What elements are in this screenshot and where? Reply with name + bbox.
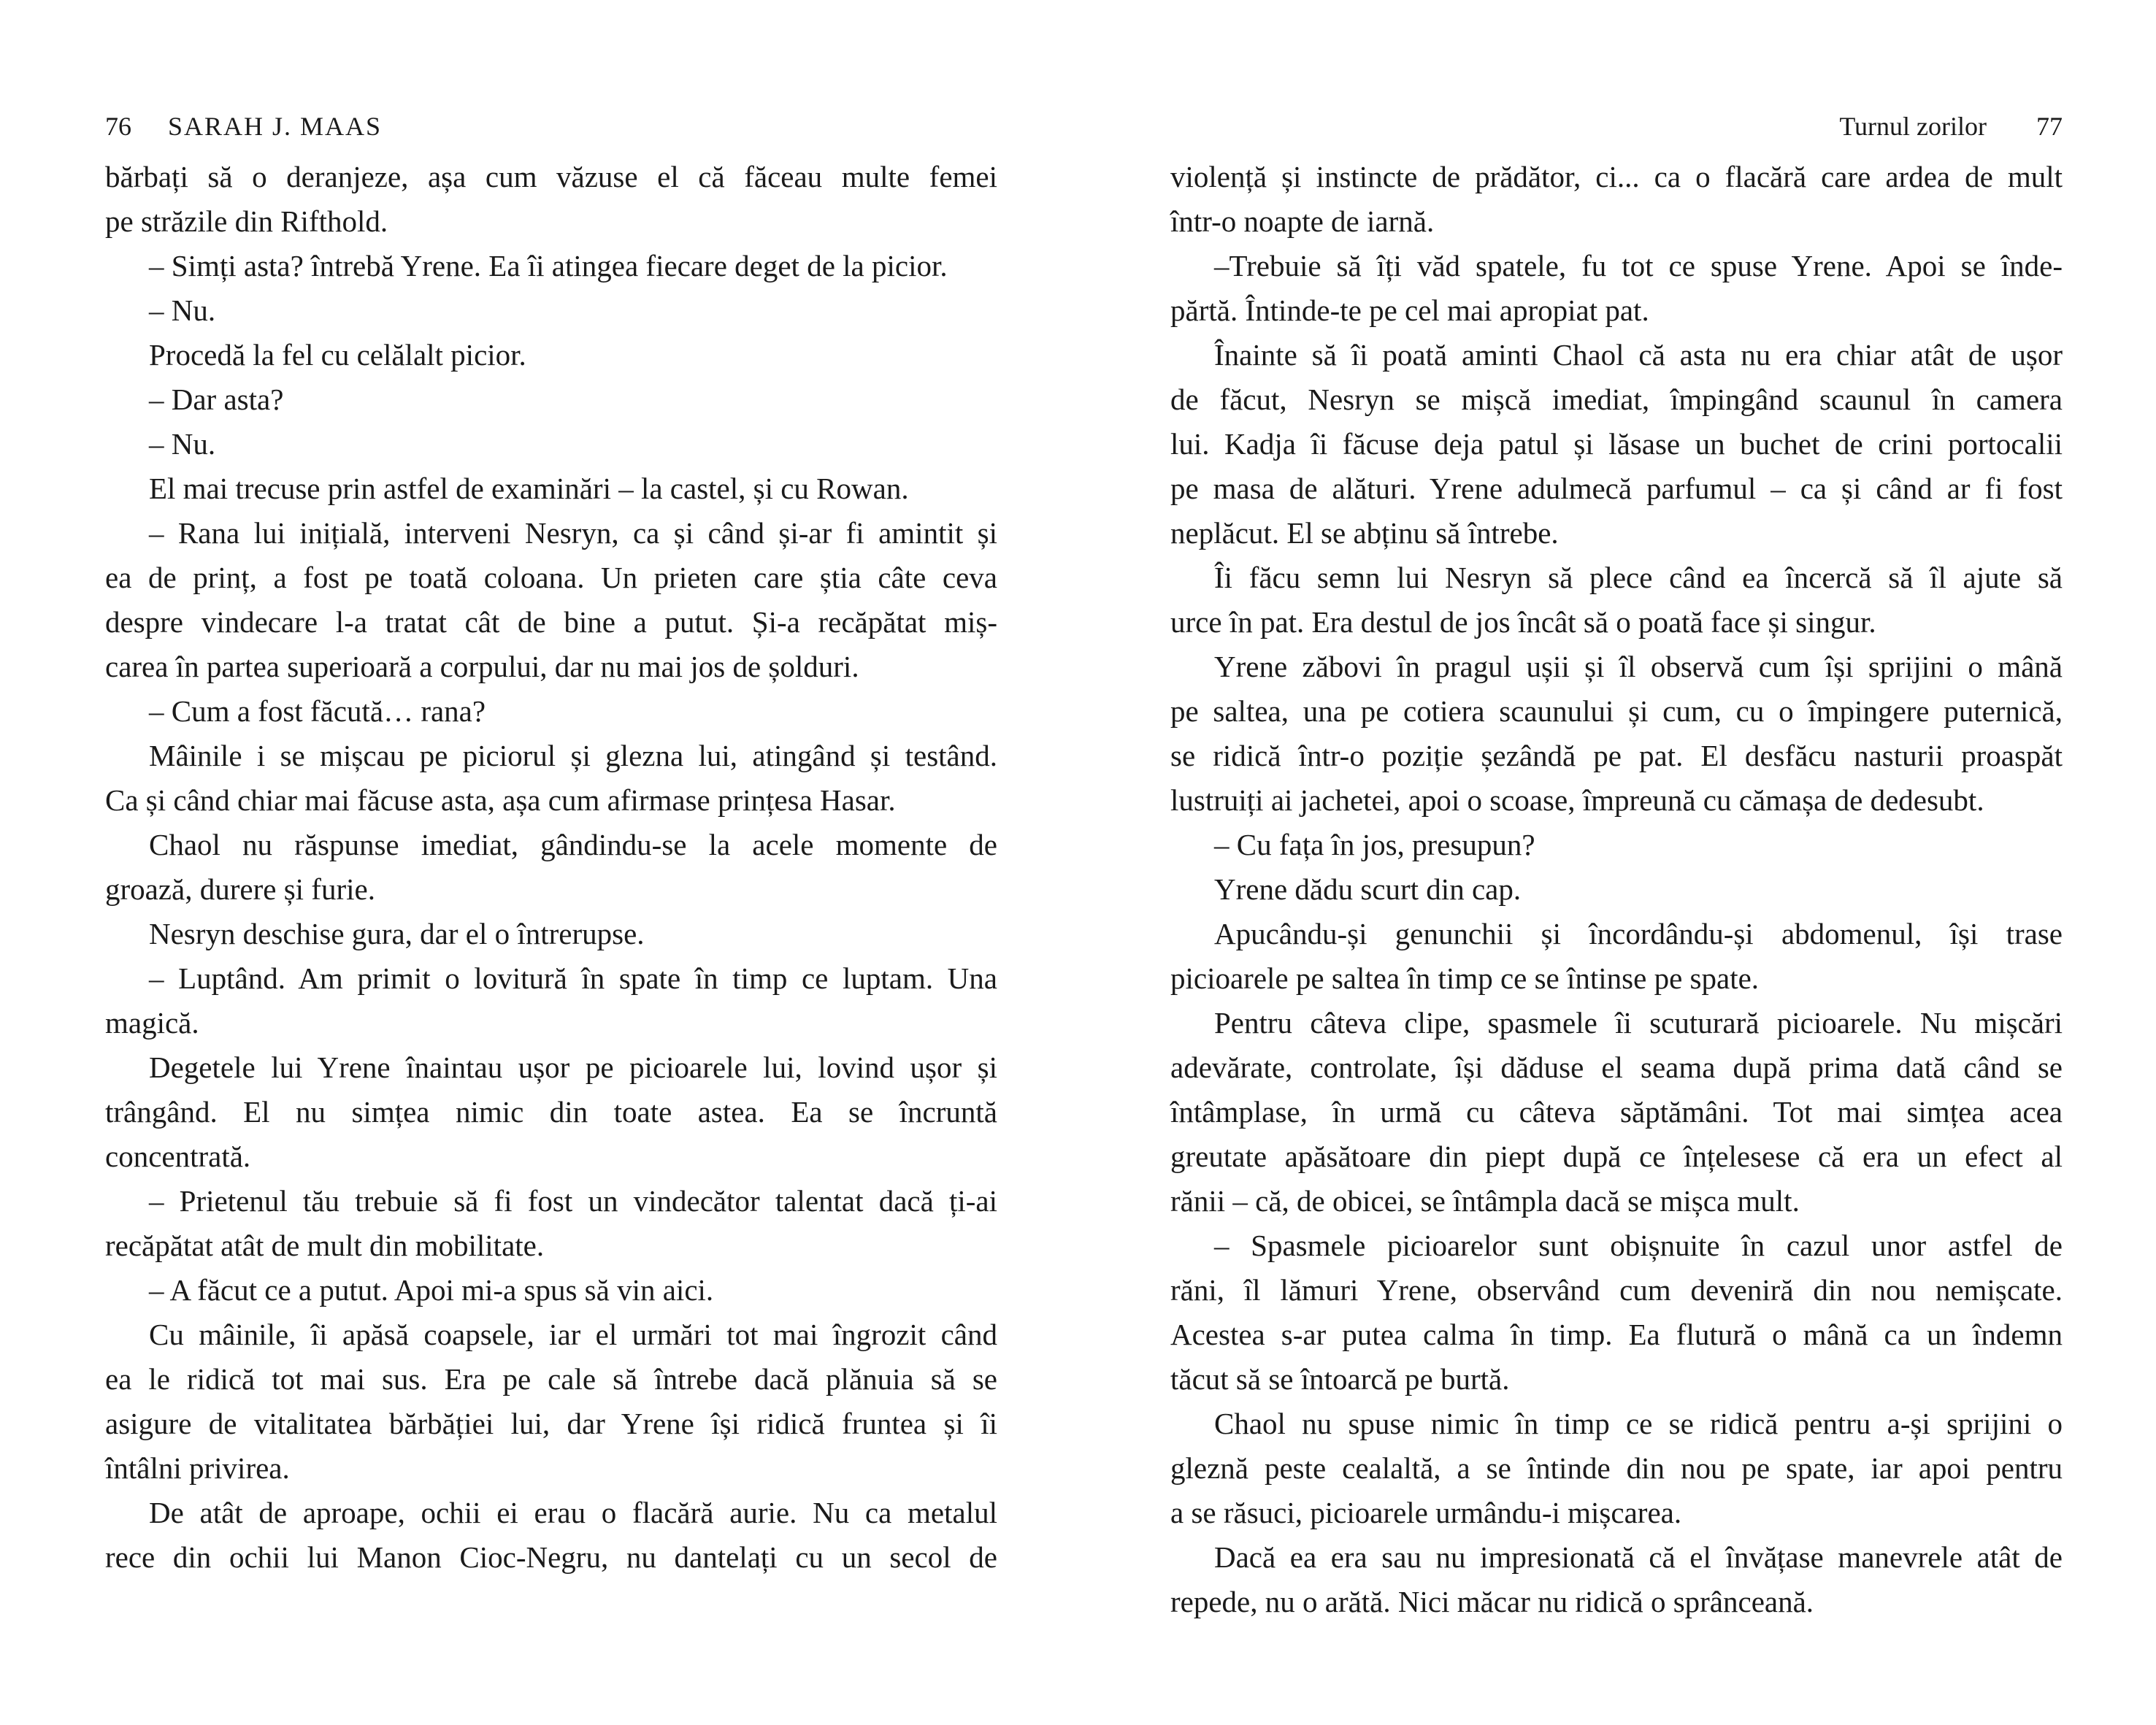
text-line: ea le ridică tot mai sus. Era pe cale să întrebe dacă plănuia să se — [105, 1362, 997, 1396]
running-head-title: Turnul zorilor — [1839, 112, 1987, 141]
text-line: gleznă peste cealaltă, a se întinde din nou pe spate, iar apoi pentru — [1170, 1451, 2063, 1485]
text-line: Apucându-și genunchii și încordându-și abdomenul, își trase — [1214, 917, 2063, 950]
text-line: trângând. El nu simțea nimic din toate astea. Ea se încruntă — [105, 1095, 997, 1129]
text-line: pe saltea, una pe cotiera scaunului și cum, cu o împingere puternică, — [1170, 694, 2063, 728]
text-line: Îi făcu semn lui Nesryn să plece când ea încercă să îl ajute să — [1214, 561, 2063, 594]
text-line: Dacă ea era sau nu impresionată că el învățase manevrele atât de — [1214, 1540, 2063, 1574]
text-line: asigure de vitalitatea bărbăției lui, dar Yrene își ridică fruntea și îi — [105, 1407, 997, 1440]
text-line: a se răsuci, picioarele urmându-i mișcarea. — [1170, 1496, 1682, 1529]
text-line: Pentru câteva clipe, spasmele îi scuturară picioarele. Nu mișcări — [1214, 1006, 2063, 1040]
text-line: rănii – că, de obicei, se întâmpla dacă se mișca mult. — [1170, 1184, 1800, 1218]
page-number: 77 — [2036, 112, 2063, 141]
text-line: carea în partea superioară a corpului, dar nu mai jos de șolduri. — [105, 650, 859, 683]
text-line: se ridică într-o poziție șezândă pe pat. El desfăcu nasturii proaspăt — [1170, 739, 2063, 772]
text-line: de făcut, Nesryn se mișcă imediat, împingând scaunul în camera — [1170, 383, 2063, 416]
text-line: – Dar asta? — [149, 383, 284, 416]
text-line: pe străzile din Rifthold. — [105, 204, 388, 238]
text-line: – A făcut ce a putut. Apoi mi-a spus să vin aici. — [149, 1273, 714, 1307]
text-line: – Spasmele picioarelor sunt obișnuite în cazul unor astfel de — [1214, 1229, 2063, 1262]
text-line: – Cu fața în jos, presupun? — [1214, 828, 1535, 861]
right-page-header — [1839, 108, 2063, 145]
text-line: Chaol nu spuse nimic în timp ce se ridică pentru a-și sprijini o — [1214, 1407, 2063, 1440]
text-line: urce în pat. Era destul de jos încât să o poată face și singur. — [1170, 605, 1876, 639]
text-line: rece din ochii lui Manon Cioc-Negru, nu dantelați cu un secol de — [105, 1540, 997, 1574]
text-line: – Prietenul tău trebuie să fi fost un vindecător talentat dacă ți-ai — [149, 1184, 997, 1218]
text-line: – Simți asta? întrebă Yrene. Ea îi atingea fiecare deget de la picior. — [149, 249, 948, 283]
text-line: Nesryn deschise gura, dar el o întrerupse. — [149, 917, 645, 950]
text-line: Chaol nu răspunse imediat, gândindu-se la acele momente de — [149, 828, 997, 861]
text-line: picioarele pe saltea în timp ce se întinse pe spate. — [1170, 961, 1760, 995]
text-line: concentrată. — [105, 1140, 251, 1173]
text-line: – Cum a fost făcută… rana? — [149, 694, 486, 728]
running-head-author: SARAH J. MAAS — [168, 112, 383, 141]
text-line: tăcut să se întoarcă pe burtă. — [1170, 1362, 1510, 1396]
text-line: Yrene zăbovi în pragul ușii și îl observă cum își sprijini o mână — [1214, 650, 2063, 683]
text-line: recăpătat atât de mult din mobilitate. — [105, 1229, 545, 1262]
text-line: Mâinile i se mișcau pe piciorul și glezna lui, atingând și testând. — [149, 739, 997, 772]
text-line: El mai trecuse prin astfel de examinări – la castel, și cu Rowan. — [149, 472, 909, 505]
text-line: – Nu. — [149, 427, 216, 461]
page-number: 76 — [105, 112, 131, 141]
text-line: – Luptând. Am primit o lovitură în spate în timp ce luptam. Una — [149, 961, 997, 995]
text-line: întâmplase, în urmă cu câteva săptămâni. Tot mai simțea acea — [1170, 1095, 2063, 1129]
right-page-body-text — [1170, 155, 2063, 1624]
text-line: violență și instincte de prădător, ci... ca o flacără care ardea de mult — [1170, 160, 2063, 193]
text-line: adevărate, controlate, își dăduse el seama după prima dată când se — [1170, 1050, 2063, 1084]
text-line: Înainte să îi poată aminti Chaol că asta nu era chiar atât de ușor — [1214, 338, 2063, 372]
text-line: Degetele lui Yrene înaintau ușor pe picioarele lui, lovind ușor și — [149, 1050, 997, 1084]
text-line: părtă. Întinde-te pe cel mai apropiat pat. — [1170, 293, 1649, 327]
text-line: magică. — [105, 1006, 199, 1040]
text-line: într-o noapte de iarnă. — [1170, 204, 1435, 238]
text-line: răni, îl lămuri Yrene, observând cum deveniră din nou nemișcate. — [1170, 1273, 2063, 1307]
text-line: lustruiți ai jachetei, apoi o scoase, împreună cu cămașa de dedesubt. — [1170, 783, 1984, 817]
text-line: Ca și când chiar mai făcuse asta, așa cum afirmase prințesa Hasar. — [105, 783, 896, 817]
text-line: greutate apăsătoare din piept după ce înțelesese că era un efect al — [1170, 1140, 2063, 1173]
text-line: neplăcut. El se abținu să întrebe. — [1170, 516, 1559, 550]
text-line: De atât de aproape, ochii ei erau o flacără aurie. Nu ca metalul — [149, 1496, 997, 1529]
text-line: Acestea s-ar putea calma în timp. Ea flutură o mână ca un îndemn — [1170, 1318, 2063, 1351]
text-line: repede, nu o arătă. Nici măcar nu ridică o sprânceană. — [1170, 1585, 1814, 1618]
text-line: despre vindecare l-a tratat cât de bine a putut. Și-a recăpătat miș- — [105, 605, 997, 639]
text-line: – Rana lui inițială, interveni Nesryn, ca și când și-ar fi amintit și — [149, 516, 997, 550]
text-line: Yrene dădu scurt din cap. — [1214, 872, 1522, 906]
right-page — [1078, 0, 2156, 1725]
text-line: întâlni privirea. — [105, 1451, 290, 1485]
text-line: groază, durere și furie. — [105, 872, 375, 906]
text-line: –Trebuie să îți văd spatele, fu tot ce spuse Yrene. Apoi se înde- — [1214, 249, 2063, 283]
text-line: ea de prinț, a fost pe toată coloana. Un prieten care știa câte ceva — [105, 561, 997, 594]
text-line: Cu mâinile, îi apăsă coapsele, iar el urmări tot mai îngrozit când — [149, 1318, 997, 1351]
text-line: – Nu. — [149, 293, 216, 327]
left-page-header — [105, 108, 382, 145]
text-line: lui. Kadja îi făcuse deja patul și lăsase un buchet de crini portocalii — [1170, 427, 2063, 461]
text-line: bărbați să o deranjeze, așa cum văzuse el că făceau multe femei — [105, 160, 997, 193]
left-page-body-text — [105, 155, 997, 1580]
text-line: pe masa de alături. Yrene adulmecă parfumul – ca și când ar fi fost — [1170, 472, 2063, 505]
text-line: Procedă la fel cu celălalt picior. — [149, 338, 526, 372]
